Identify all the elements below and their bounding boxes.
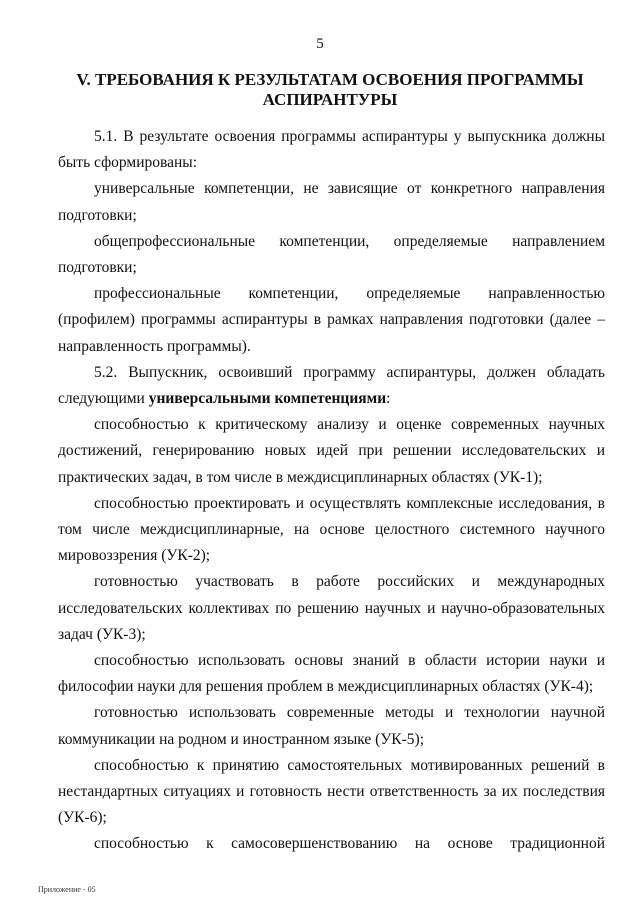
paragraph-uk-6: способностью к принятию самостоятельных мотивированных решений в нестандартных ситуациях и готовность нести ответственность за их последствия (УК-6);: [58, 756, 605, 827]
paragraph-uk-7-start: способностью к самосовершенствованию на основе традиционной: [94, 835, 605, 853]
paragraph-uk-5: готовностью использовать современные методы и технологии научной коммуникации на родном и иностранном языке (УК-5);: [58, 704, 605, 748]
footer-annex-label: Приложение - 05: [38, 885, 96, 894]
paragraph-general-professional-competencies: общепрофессиональные компетенции, определяемые направлением подготовки;: [58, 232, 605, 277]
paragraph-5-2: [58, 360, 605, 412]
paragraph-5-2-text: 5.2. Выпускник, освоивший программу аспирантуры, должен обладать следующими: [58, 363, 605, 408]
paragraph-uk-3: готовностью участвовать в работе российских и международных исследовательских коллективах по решению научных и научно-образовательных задач (УК-3);: [58, 573, 605, 643]
paragraph-5-2-colon: :: [386, 390, 391, 408]
paragraph-professional-competencies: профессиональные компетенции, определяемые направленностью (профилем) программы аспирантуры в рамках направления подготовки (далее – направленность программы).: [58, 285, 605, 355]
paragraph-universal-competencies: универсальные компетенции, не зависящие от конкретного направления подготовки;: [58, 180, 605, 224]
paragraph-uk-1: способностью к критическому анализу и оценке современных научных достижений, генерированию новых идей при решении исследовательских и практических задач, в том числе в междисциплинарных областях (УК-1);: [58, 416, 605, 486]
page-number: 5: [316, 36, 324, 52]
document-body: [58, 124, 605, 858]
paragraph-5-2-bold: универсальными компетенциями: [148, 390, 387, 408]
paragraph-5-1: 5.1. В результате освоения программы аспирантуры у выпускника должны быть сформированы:: [58, 128, 605, 172]
paragraph-uk-2: способностью проектировать и осуществлять комплексные исследования, в том числе междисциплинарные, на основе целостного системного научного мировоззрения (УК-2);: [58, 494, 605, 565]
paragraph-uk-4: способностью использовать основы знаний в области истории науки и философии науки для решения проблем в междисциплинарных областях (УК-4);: [58, 652, 605, 696]
section-title: V. ТРЕБОВАНИЯ К РЕЗУЛЬТАТАМ ОСВОЕНИЯ ПРОГРАММЫ АСПИРАНТУРЫ: [76, 70, 584, 109]
